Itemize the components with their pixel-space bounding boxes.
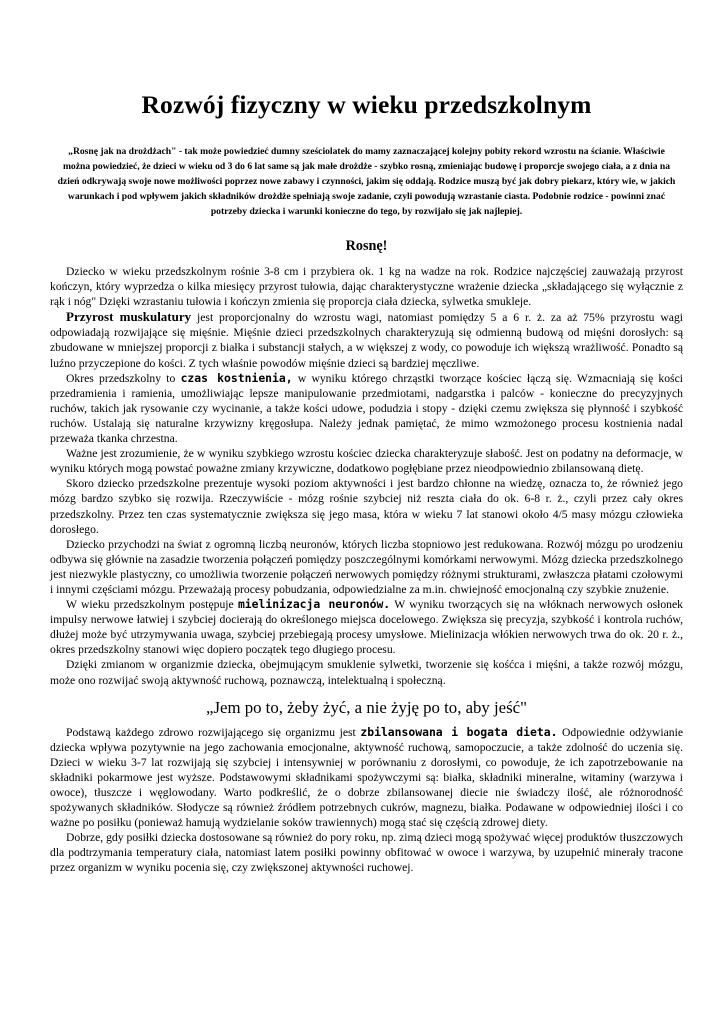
paragraph: Dziecko w wieku przedszkolnym rośnie 3-8 cm i przybiera ok. 1 kg na wadze na rok. Rodzice najczęściej zauważają przyrost kończyn, który wyprzedza o kilka miesięcy przyrost tułowia, dając charakterystyczne wrażenie dziecka „składającego się wyłącznie z rąk i nóg" Dzięki wzrastaniu tułowia i kończyn zmienia się proporcja ciała dziecka, sylwetka smukleje. xyxy=(50,265,683,309)
section-heading-jem: „Jem po to, żeby żyć, a nie żyję po to, aby jeść" xyxy=(206,697,527,717)
paragraph xyxy=(50,371,683,446)
lead-paragraph: „Rosnę jak na drożdżach" - tak może powiedzieć dumny sześciolatek do mamy zaznaczającej kolejny pobity rekord wzrostu na ścianie. Właściwie można powiedzieć, że dzieci w wieku od 3 do 6 lat same są jak małe drożdże - szybko rosną, zmieniając budowę i proporcje swojego ciała, a z dnia na dzień odkrywają swoje nowe możliwości poprzez nowe zabawy i czynności, jakim się oddają. Rodzice muszą być jak dobry piekarz, który wie, w jakich warunkach i pod wpływem jakich składników drożdże spełniają swoje zadanie, czyli powodują wzrastanie ciasta. Podobnie rodzice - powinni znać potrzeby dziecka i warunki konieczne do tego, by rozwijało się jak najlepiej. xyxy=(57,146,676,217)
highlight-term: Przyrost muskulatury xyxy=(66,309,192,325)
paragraph-text: Odpowiednie odżywianie dziecka wpływa pozytywnie na jego zachowania emocjonalne, aktywność ruchową, samopoczucie, a także zdolność do uczenia się. Dzieci w wieku 3-7 lat rozwijają się szybciej i intensywniej w porównaniu z dorosłymi, co powoduje, że ich zapotrzebowanie na składniki pokarmowe jest wyższe. Podstawowymi składnikami spożywczymi są: białka, składniki mineralne, witaminy (warzywa i owoce), tłuszcze i węglowodany. Warto podkreślić, że o dobrze zbilansowanej diecie nie świadczy ilość, ale różnorodność spożywanych składników. Słodycze są również źródłem potrzebnych cukrów, magnezu, białka. Podawane w odpowiedniej ilości i co ważne po posiłku (ponieważ hamują wydzielanie soków trawiennych) mogą stać się częścią zdrowej diety. xyxy=(50,725,683,830)
paragraph-text: w wyniku którego chrząstki tworzące kościec łączą się. Wzmacniają się kości przedramienia i ramienia, umożliwiając lepsze manipulowanie przedmiotami, nadgarstka i palców - konieczne do precyzyjnych ruchów, takich jak rysowanie czy wycinanie, a także kości udowe, podudzia i stopy - dzięki czemu zwiększa się płynność i szybkość ruchów. Ustalają się naturalne krzywizny kręgosłupa. Należy jednak pamiętać, że mimo wzmożonego procesu kostnienia nadal przeważa tkanka chrzestna. xyxy=(50,371,683,446)
highlight-term: czas kostnienia, xyxy=(180,370,293,385)
section-heading-rosne: Rosnę! xyxy=(345,238,388,254)
paragraph: Ważne jest zrozumienie, że w wyniku szybkiego wzrostu kościec dziecka charakteryzuje słabość. Jest on podatny na deformacje, w wyniku których mogą powstać poważne zmiany krzywiczne, dodatkowo pogłębiane przez nieodpowiednio zbilansowaną dietę. xyxy=(50,447,683,476)
paragraph-text: Okres przedszkolny to xyxy=(66,371,181,385)
document-title: Rozwój fizyczny w wieku przedszkolnym xyxy=(141,90,592,119)
paragraph: Dobrze, gdy posiłki dziecka dostosowane są również do pory roku, np. zimą dzieci mogą spożywać więcej produktów tłuszczowych dla podtrzymania temperatury ciała, natomiast latem posiłki powinny obfitować w owoce i warzywa, by uzupełnić minerały tracone przez organizm w wyniku pocenia się, czy zwiększonej aktywności ruchowej. xyxy=(50,831,683,875)
paragraph-text: W wyniku tworzących się na włóknach nerwowych osłonek impulsy nerwowe łatwiej i szybciej docierają do określonego miejsca docelowego. Zwiększa się precyzja, szybkość i kontrola ruchów, dłużej może być utrzymywania uwaga, szybciej przebiegają procesy umysłowe. Mielinizacja włókien nerwowych trwa do ok. 20 r. ż., okres przedszkolny stanowi więc dopiero początek tego długiego procesu. xyxy=(50,598,683,657)
paragraph-text: Podstawą każdego zdrowo rozwijającego się organizmu jest xyxy=(66,725,361,739)
highlight-term: mielinizacja neuronów. xyxy=(237,597,391,612)
paragraph-text: jest proporcjonalny do wzrostu wagi, natomiast pomiędzy 5 a 6 r. ż. za aż 75% przyrostu wagi odpowiadają rozwijające się mięśnie. Mięśnie dzieci przedszkolnych charakteryzują się odmienną budową od mięśni dorosłych: są zbudowane w mniejszej proporcji z białka i substancji stałych, a w większej z wody, co powoduje ich większą wrażliwość. Ponadto są luźno przyczepione do kości. Z tych właśnie powodów mięśnie dzieci są bardziej męczliwe. xyxy=(50,311,683,370)
paragraph: Dzięki zmianom w organizmie dziecka, obejmującym smuklenie sylwetki, tworzenie się kośćca i mięśni, a także rozwój mózgu, może ono rozwijać swoją aktywność ruchową, poznawczą, intelektualną i społeczną. xyxy=(50,658,683,687)
paragraph-text: W wieku przedszkolnym postępuje xyxy=(66,598,238,612)
paragraph: Dziecko przychodzi na świat z ogromną liczbą neuronów, których liczba stopniowo jest redukowana. Rozwój mózgu po urodzeniu odbywa się głównie na zasadzie tworzenia połączeń pomiędzy poszczególnymi komórkami nerwowymi. Mózg dziecka przedszkolnego jest niezwykle plastyczny, co umożliwia tworzenie połączeń nerwowych pomiędzy różnymi strukturami, zwłaszcza płatami czołowymi i innymi częściami mózgu. Przeważają procesy pobudzania, odpowiedzialne za m.in. chwiejność emocjonalną czy szybkie znużenie. xyxy=(50,537,683,596)
paragraph: Skoro dziecko przedszkolne prezentuje wysoki poziom aktywności i jest bardzo chłonne na wiedzę, oznacza to, że również jego mózg bardzo szybko się rozwija. Rzeczywiście - mózg rośnie szybciej niż reszta ciała do ok. 6-8 r. ż., czyli przez cały okres przedszkolny. Przez ten czas systematycznie zwiększa się jego masa, która w wieku 7 lat stanowi około 4/5 masy mózgu człowieka dorosłego. xyxy=(50,477,683,536)
paragraph xyxy=(50,725,683,831)
paragraph xyxy=(50,309,683,370)
highlight-term: zbilansowana i bogata dieta. xyxy=(360,724,558,739)
paragraph xyxy=(50,597,683,657)
